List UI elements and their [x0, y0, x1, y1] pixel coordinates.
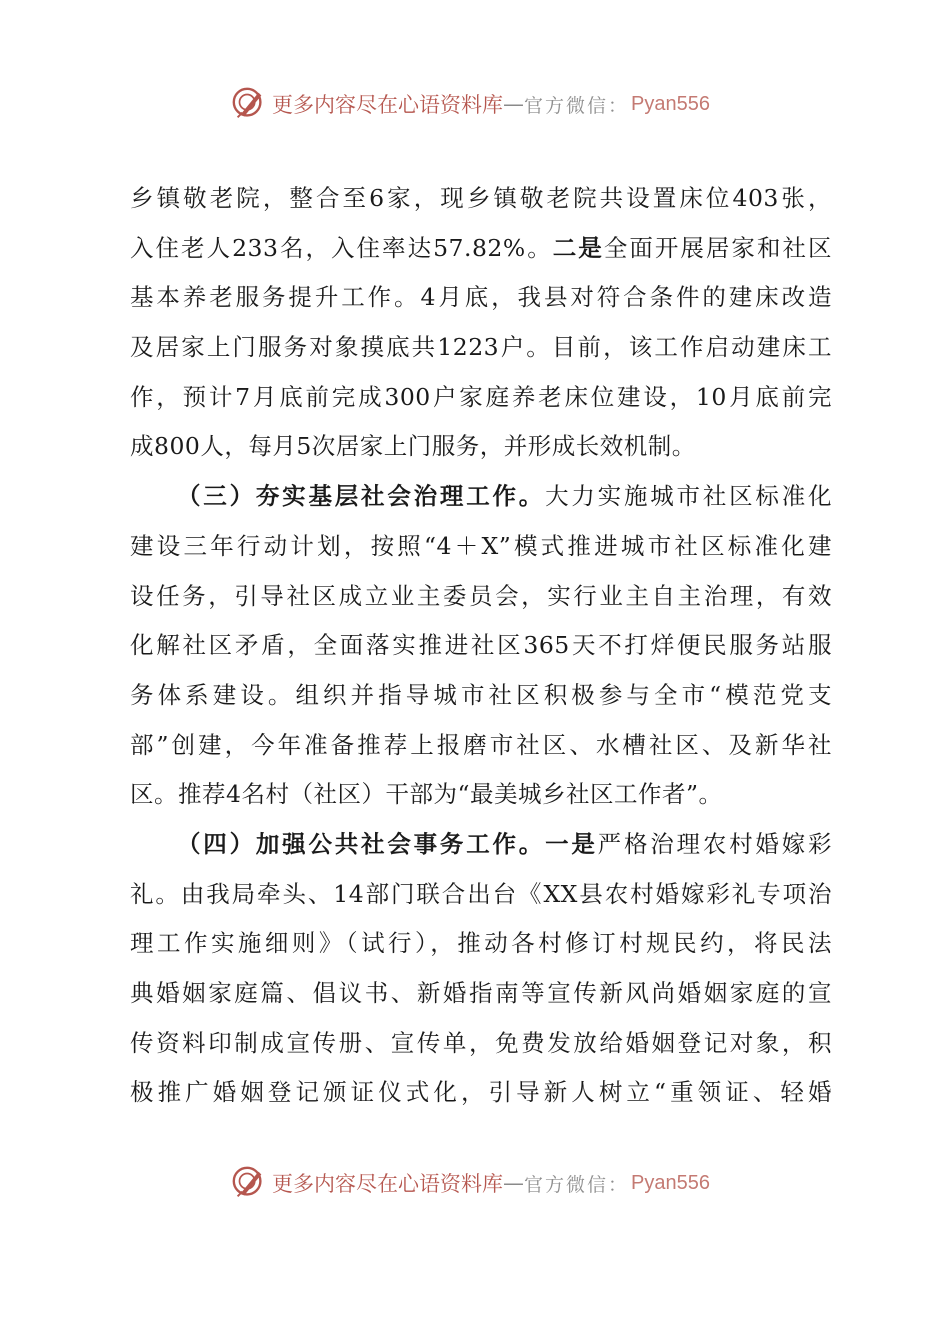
text-line: 区。推荐4名村（社区）干部为“最美城乡社区工作者”。: [130, 780, 723, 809]
text-line: 成800人，每月5次居家上门服务，并形成长效机制。: [130, 432, 696, 461]
text-line: 理工作实施细则》（试行），推动各村修订村规民约，将民法: [130, 929, 832, 958]
bold-run: 二是: [552, 233, 604, 262]
watermark-dash: —: [503, 92, 524, 116]
text-run: 严格治理农村婚嫁彩: [597, 829, 833, 858]
text-line: 典婚姻家庭篇、倡议书、新婚指南等宣传新风尚婚姻家庭的宣: [130, 979, 832, 1007]
document-body: [130, 174, 832, 1118]
text-line: 极推广婚姻登记颁证仪式化，引导新人树立“重领证、轻婚: [130, 1078, 832, 1107]
text-line: 建设三年行动计划，按照“4＋X”模式推进城市社区标准化建: [130, 531, 832, 560]
pen-logo-icon: [230, 1164, 268, 1202]
text-run: 入住老人233名，入住率达57.82%。: [130, 233, 553, 262]
text-line: 务体系建设。组织并指导城市社区积极参与全市“模范党支: [130, 680, 832, 709]
watermark-wechat-label: 官方微信：: [524, 94, 630, 117]
watermark-title: 更多内容尽在心语资料库: [272, 1172, 503, 1196]
pen-logo-icon: [230, 85, 268, 123]
text-line: 乡镇敬老院，整合至6家，现乡镇敬老院共设置床位403张，: [130, 184, 832, 212]
header-watermark: [230, 84, 710, 124]
text-line: 传资料印制成宣传册、宣传单，免费发放给婚姻登记对象，积: [130, 1028, 832, 1057]
text-line: 部”创建，今年准备推荐上报磨市社区、水槽社区、及新华社: [130, 730, 832, 759]
watermark-title: 更多内容尽在心语资料库: [272, 93, 503, 117]
text-line: [130, 820, 832, 870]
section-heading-4: （四）加强公共社会事务工作。一是: [177, 829, 598, 858]
text-run: 全面开展居家和社区: [603, 233, 832, 262]
text-line: 及居家上门服务对象摸底共1223户。目前，该工作启动建床工: [130, 333, 832, 362]
text-line: 设任务，引导社区成立业主委员会，实行业主自主治理，有效: [130, 581, 832, 610]
watermark-wechat-id: Pyan556: [631, 92, 710, 115]
footer-watermark: [230, 1163, 710, 1203]
text-line: 作，预计7月底前完成300户家庭养老床位建设，10月底前完: [130, 382, 832, 411]
paragraph-grassroots-governance: [130, 472, 832, 820]
watermark-wechat-label: 官方微信：: [524, 1173, 630, 1196]
paragraph-public-affairs: [130, 820, 832, 1118]
watermark-dash: —: [503, 1171, 524, 1195]
paragraph-elder-care: [130, 174, 832, 472]
text-line: 化解社区矛盾，全面落实推进社区365天不打烊便民服务站服: [130, 631, 832, 660]
section-heading-3: （三）夯实基层社会治理工作。: [177, 482, 546, 511]
text-line: [130, 224, 832, 274]
text-line: [130, 472, 832, 522]
watermark-wechat-id: Pyan556: [631, 1171, 710, 1194]
text-run: 大力实施城市社区标准化: [545, 482, 833, 511]
text-line: 礼。由我局牵头、14部门联合出台《XX县农村婚嫁彩礼专项治: [130, 879, 832, 908]
text-line: 基本养老服务提升工作。4月底，我县对符合条件的建床改造: [130, 283, 832, 312]
